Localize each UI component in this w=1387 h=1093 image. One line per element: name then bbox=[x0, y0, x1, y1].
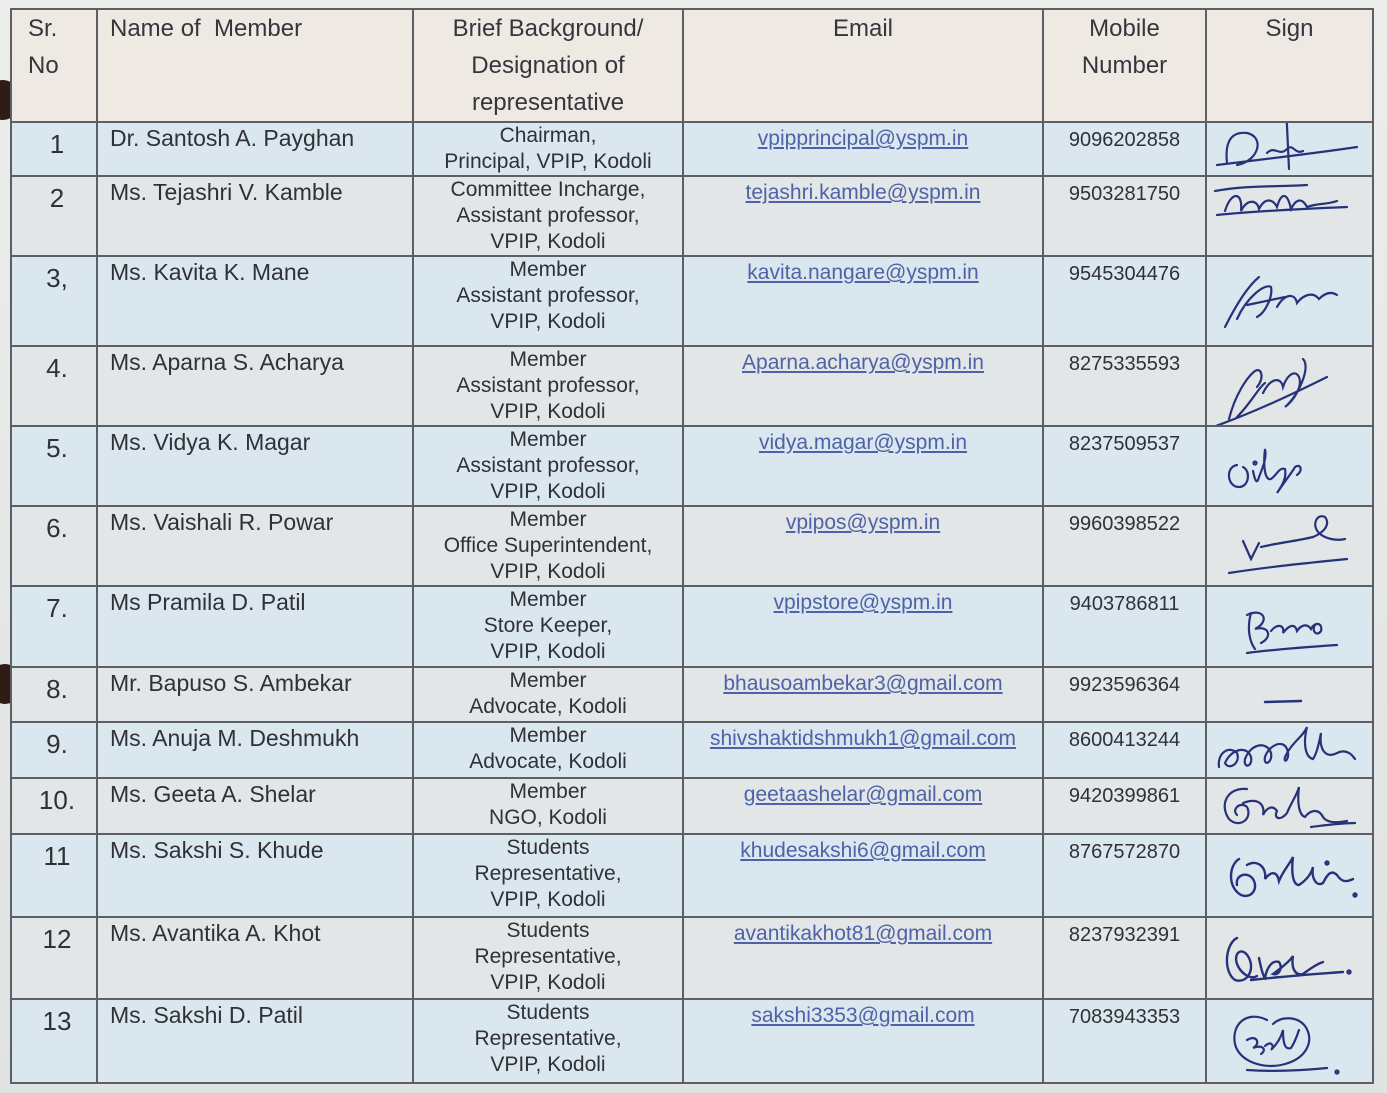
member-email bbox=[683, 256, 1043, 346]
sr-no: 12 bbox=[11, 917, 97, 999]
committee-members-table bbox=[10, 8, 1374, 1084]
header-background-line-3: representative bbox=[471, 89, 625, 116]
member-mobile: 9545304476 bbox=[1043, 256, 1206, 346]
member-email bbox=[683, 834, 1043, 917]
background-line: Committee Incharge, bbox=[450, 178, 646, 201]
signature-image bbox=[1207, 347, 1373, 426]
member-email bbox=[683, 778, 1043, 834]
background-line: Office Superintendent, bbox=[443, 534, 653, 557]
header-sign bbox=[1206, 9, 1373, 122]
background-line: Member bbox=[509, 588, 587, 611]
background-line: NGO, Kodoli bbox=[489, 806, 607, 829]
header-sr-line-1: Sr. bbox=[28, 15, 58, 42]
email-link[interactable]: sakshi3353@gmail.com bbox=[751, 1004, 975, 1027]
member-background bbox=[413, 346, 683, 426]
header-name-of-member bbox=[97, 9, 413, 122]
signature-cell bbox=[1206, 917, 1373, 999]
table-row bbox=[11, 506, 1373, 586]
member-email bbox=[683, 917, 1043, 999]
background-line: VPIP, Kodoli bbox=[490, 230, 606, 253]
member-name: Ms. Sakshi S. Khude bbox=[97, 834, 413, 917]
table-row bbox=[11, 667, 1373, 722]
sr-no: 11 bbox=[11, 834, 97, 917]
member-background bbox=[413, 722, 683, 778]
background-line: VPIP, Kodoli bbox=[490, 400, 606, 423]
signature-cell bbox=[1206, 122, 1373, 176]
header-sr-line-2: No bbox=[28, 52, 59, 79]
background-line: Member bbox=[509, 780, 587, 803]
member-background bbox=[413, 999, 683, 1083]
sr-no: 10. bbox=[11, 778, 97, 834]
member-name: Ms. Aparna S. Acharya bbox=[97, 346, 413, 426]
signature-cell bbox=[1206, 778, 1373, 834]
table-row bbox=[11, 176, 1373, 256]
email-link[interactable]: vpipprincipal@yspm.in bbox=[757, 127, 969, 150]
email-link[interactable]: vpipos@yspm.in bbox=[785, 511, 941, 534]
member-rows bbox=[11, 122, 1373, 1083]
background-line: Representative, bbox=[474, 862, 622, 885]
email-link[interactable]: geetaashelar@gmail.com bbox=[743, 783, 983, 806]
member-background bbox=[413, 586, 683, 667]
member-mobile: 8275335593 bbox=[1043, 346, 1206, 426]
signature-cell bbox=[1206, 426, 1373, 506]
signature-image bbox=[1207, 587, 1373, 667]
background-line: Member bbox=[509, 669, 587, 692]
email-link[interactable]: khudesakshi6@gmail.com bbox=[740, 839, 986, 862]
member-name: Ms. Anuja M. Deshmukh bbox=[97, 722, 413, 778]
member-mobile: 8600413244 bbox=[1043, 722, 1206, 778]
member-email bbox=[683, 426, 1043, 506]
member-name: Ms. Vidya K. Magar bbox=[97, 426, 413, 506]
signature-image bbox=[1207, 177, 1373, 256]
member-name: Mr. Bapuso S. Ambekar bbox=[97, 667, 413, 722]
background-line: Representative, bbox=[474, 945, 622, 968]
sr-no: 4. bbox=[11, 346, 97, 426]
background-line: Assistant professor, bbox=[456, 454, 640, 477]
background-line: VPIP, Kodoli bbox=[490, 310, 606, 333]
background-line: VPIP, Kodoli bbox=[490, 560, 606, 583]
signature-cell bbox=[1206, 346, 1373, 426]
member-background bbox=[413, 176, 683, 256]
member-name: Ms. Sakshi D. Patil bbox=[97, 999, 413, 1083]
background-line: Member bbox=[509, 348, 587, 371]
header-mobile-line-2: Number bbox=[1081, 52, 1168, 79]
member-email bbox=[683, 506, 1043, 586]
table-row bbox=[11, 722, 1373, 778]
table-row bbox=[11, 122, 1373, 176]
header-mobile-line-1: Mobile bbox=[1089, 15, 1160, 42]
member-mobile: 9420399861 bbox=[1043, 778, 1206, 834]
header-background-line-1: Brief Background/ bbox=[452, 15, 644, 42]
member-name: Ms. Geeta A. Shelar bbox=[97, 778, 413, 834]
signature-cell bbox=[1206, 506, 1373, 586]
email-link[interactable]: vpipstore@yspm.in bbox=[773, 591, 953, 614]
member-mobile: 8767572870 bbox=[1043, 834, 1206, 917]
background-line: Member bbox=[509, 258, 587, 281]
member-background bbox=[413, 256, 683, 346]
email-link[interactable]: vidya.magar@yspm.in bbox=[758, 431, 968, 454]
background-line: Advocate, Kodoli bbox=[469, 695, 627, 718]
member-email bbox=[683, 722, 1043, 778]
signature-image bbox=[1207, 123, 1373, 176]
member-email bbox=[683, 999, 1043, 1083]
header-background bbox=[413, 9, 683, 122]
member-mobile: 9096202858 bbox=[1043, 122, 1206, 176]
table-row bbox=[11, 256, 1373, 346]
background-line: Member bbox=[509, 508, 587, 531]
header-sr-no bbox=[11, 9, 97, 122]
background-line: Chairman, bbox=[499, 124, 597, 147]
header-sign-label: Sign bbox=[1265, 15, 1314, 42]
member-background bbox=[413, 667, 683, 722]
background-line: Member bbox=[509, 724, 587, 747]
sr-no: 8. bbox=[11, 667, 97, 722]
member-background bbox=[413, 917, 683, 999]
header-background-line-2: Designation of bbox=[471, 52, 625, 79]
member-email bbox=[683, 667, 1043, 722]
background-line: VPIP, Kodoli bbox=[490, 1053, 606, 1076]
table-row bbox=[11, 346, 1373, 426]
sr-no: 3, bbox=[11, 256, 97, 346]
table-row bbox=[11, 917, 1373, 999]
background-line: Assistant professor, bbox=[456, 204, 640, 227]
table-row bbox=[11, 999, 1373, 1083]
member-mobile: 7083943353 bbox=[1043, 999, 1206, 1083]
member-background bbox=[413, 778, 683, 834]
member-background bbox=[413, 426, 683, 506]
sr-no: 1 bbox=[11, 122, 97, 176]
background-line: Principal, VPIP, Kodoli bbox=[444, 150, 652, 173]
signature-image bbox=[1207, 427, 1373, 506]
member-background bbox=[413, 122, 683, 176]
member-mobile: 9403786811 bbox=[1043, 586, 1206, 667]
member-name: Ms. Vaishali R. Powar bbox=[97, 506, 413, 586]
member-mobile: 9503281750 bbox=[1043, 176, 1206, 256]
email-link[interactable]: Aparna.acharya@yspm.in bbox=[742, 351, 984, 374]
member-name: Dr. Santosh A. Payghan bbox=[97, 122, 413, 176]
signature-image bbox=[1207, 507, 1373, 586]
background-line: VPIP, Kodoli bbox=[490, 971, 606, 994]
table-row bbox=[11, 586, 1373, 667]
email-link[interactable]: tejashri.kamble@yspm.in bbox=[745, 181, 981, 204]
table-row bbox=[11, 778, 1373, 834]
email-link[interactable]: avantikakhot81@gmail.com bbox=[733, 922, 993, 945]
header-email bbox=[683, 9, 1043, 122]
background-line: Students bbox=[506, 836, 590, 859]
signature-cell bbox=[1206, 999, 1373, 1083]
member-mobile: 8237932391 bbox=[1043, 917, 1206, 999]
member-email bbox=[683, 176, 1043, 256]
member-email bbox=[683, 122, 1043, 176]
background-line: Advocate, Kodoli bbox=[469, 750, 627, 773]
header-mobile-number bbox=[1043, 9, 1206, 122]
header-name-label: Name of Member bbox=[110, 15, 303, 42]
member-mobile: 9960398522 bbox=[1043, 506, 1206, 586]
background-line: Assistant professor, bbox=[456, 284, 640, 307]
background-line: Students bbox=[506, 919, 590, 942]
member-mobile: 8237509537 bbox=[1043, 426, 1206, 506]
signature-cell bbox=[1206, 722, 1373, 778]
signature-cell bbox=[1206, 176, 1373, 256]
signature-cell bbox=[1206, 834, 1373, 917]
background-line: Students bbox=[506, 1001, 590, 1024]
sr-no: 9. bbox=[11, 722, 97, 778]
signature-image bbox=[1207, 668, 1373, 722]
email-link[interactable]: kavita.nangare@yspm.in bbox=[747, 261, 979, 284]
member-email bbox=[683, 346, 1043, 426]
member-name: Ms. Kavita K. Mane bbox=[97, 256, 413, 346]
sr-no: 5. bbox=[11, 426, 97, 506]
member-mobile: 9923596364 bbox=[1043, 667, 1206, 722]
table-header-row bbox=[11, 9, 1373, 122]
background-line: VPIP, Kodoli bbox=[490, 888, 606, 911]
signature-image bbox=[1207, 779, 1373, 834]
background-line: Member bbox=[509, 428, 587, 451]
signature-image bbox=[1207, 918, 1373, 999]
sr-no: 2 bbox=[11, 176, 97, 256]
background-line: Assistant professor, bbox=[456, 374, 640, 397]
table-row bbox=[11, 834, 1373, 917]
signature-cell bbox=[1206, 586, 1373, 667]
background-line: Store Keeper, bbox=[483, 614, 613, 637]
member-background bbox=[413, 506, 683, 586]
signature-image bbox=[1207, 257, 1373, 346]
member-name: Ms. Tejashri V. Kamble bbox=[97, 176, 413, 256]
email-link[interactable]: bhausoambekar3@gmail.com bbox=[723, 672, 1003, 695]
signature-image bbox=[1207, 835, 1373, 917]
table-row bbox=[11, 426, 1373, 506]
email-link[interactable]: shivshaktidshmukh1@gmail.com bbox=[709, 727, 1017, 750]
sr-no: 13 bbox=[11, 999, 97, 1083]
signature-cell bbox=[1206, 256, 1373, 346]
signature-image bbox=[1207, 1000, 1373, 1083]
sr-no: 6. bbox=[11, 506, 97, 586]
header-email-label: Email bbox=[832, 15, 893, 42]
signature-cell bbox=[1206, 667, 1373, 722]
signature-image bbox=[1207, 723, 1373, 778]
member-name: Ms. Avantika A. Khot bbox=[97, 917, 413, 999]
background-line: VPIP, Kodoli bbox=[490, 480, 606, 503]
member-name: Ms Pramila D. Patil bbox=[97, 586, 413, 667]
sr-no: 7. bbox=[11, 586, 97, 667]
member-email bbox=[683, 586, 1043, 667]
background-line: VPIP, Kodoli bbox=[490, 640, 606, 663]
member-background bbox=[413, 834, 683, 917]
background-line: Representative, bbox=[474, 1027, 622, 1050]
